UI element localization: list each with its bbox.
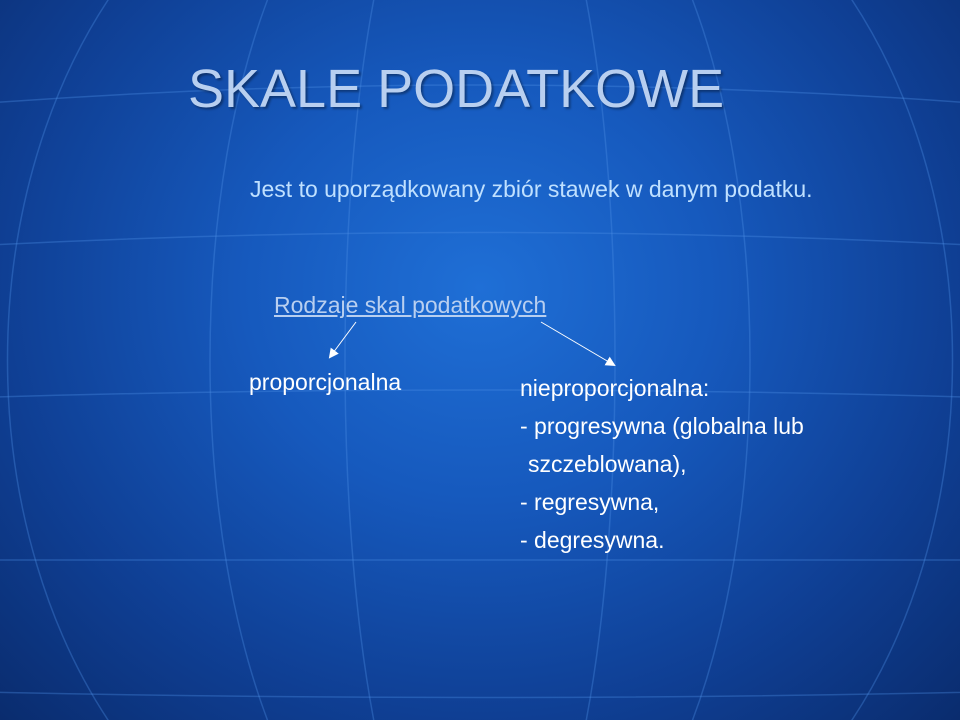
branch-non-proportional-label: nieproporcjonalna: (520, 375, 710, 401)
slide-subtitle: Jest to uporządkowany zbiór stawek w danym podatku. (250, 176, 813, 202)
slide-title: SKALE PODATKOWE (188, 59, 725, 119)
list-item: - progresywna (globalna lub (520, 413, 804, 439)
branch-non-proportional (520, 369, 804, 559)
list-item: szczeblowana), (528, 451, 687, 477)
section-heading: Rodzaje skal podatkowych (274, 292, 547, 318)
list-item: - regresywna, (520, 489, 660, 515)
arrow-left (330, 322, 356, 357)
list-item: - degresywna. (520, 527, 665, 553)
arrow-right (541, 322, 614, 365)
branch-proportional: proporcjonalna (249, 369, 402, 395)
